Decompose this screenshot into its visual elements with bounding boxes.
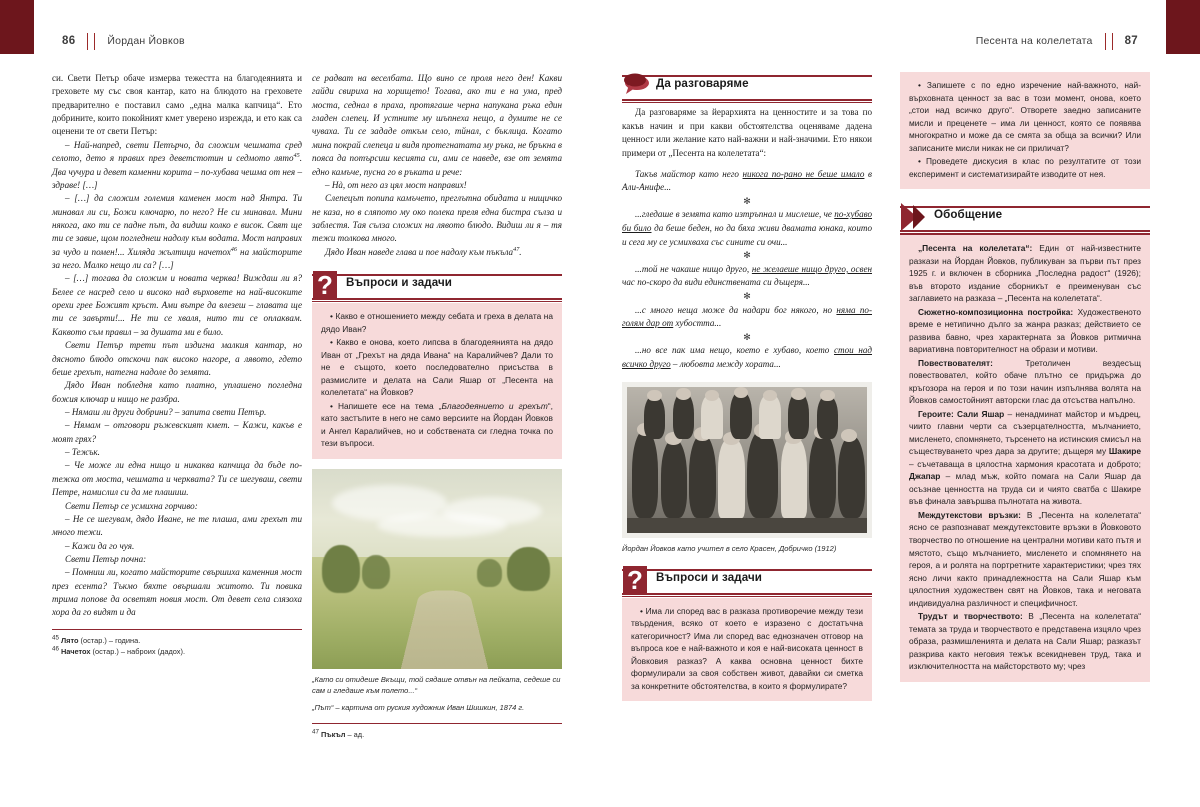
footnote-ref: 46: [230, 245, 237, 253]
person-silhouette: [809, 433, 835, 518]
question-item: • Запишете с по едно изречение най-важното, най-върховната ценност за вас в този момент, онова, което „стои над всичко друго“. Отворете заедно записаните мисли и преценете – има ли ценност, която се появява многократно и може да се смята за обща за всички? Или записаните мисли никак не си приличат?: [909, 80, 1142, 153]
summary-heading-bar: [900, 203, 1150, 230]
underlined-phrase: по-хубаво би било: [622, 209, 872, 233]
quote-separator: ✻: [743, 331, 751, 342]
character-name: Джапар: [909, 471, 941, 482]
class-photo-caption: Йордан Йовков като учител в село Красен, Добричко (1912): [622, 543, 837, 553]
bullet-icon: •: [918, 156, 927, 167]
paragraph: – Нямам – отговори ръжевският кмет. – Кажи, какъв е моят грях?: [52, 420, 302, 444]
tree-shape: [322, 545, 360, 593]
summary-term: Трудът и творчеството:: [918, 611, 1023, 622]
paragraph: се радват на веселбата. Що вино се проля него ден! Какви гайди свириха на хорището! Тогава, ако ти е на ума, пред моста, седнал в праха, протягаше черна напукана ръка един гладен слепец. И устните му шъпнеха нещо, а думите не се чуваха. Ти се зададе откъм село, тйнал, с бъклица. Когато мина покрай слепеца и видя протегнатата му ръка, не бръкна в пояса да потърсиш кесията си, ами се наведе, взе от земята едно камъче, пусна го в ръката и рече:: [312, 73, 562, 177]
underlined-phrase: няма по-голям дар от: [622, 304, 872, 329]
questions-block-col2: [312, 271, 562, 459]
footnote-term: Лято: [60, 635, 79, 645]
rule-ornament: [87, 33, 95, 50]
bullet-icon: •: [918, 80, 927, 90]
footnotes-col2: [312, 723, 562, 740]
column-one: [52, 72, 302, 658]
arrow-icon: [900, 201, 930, 233]
bullet-icon: •: [640, 605, 646, 616]
summary-item: Повествователят: Третоличен вездесъщ повествовател, който обаче плътно се придържа до кръгозора на героя и по този начин изпълнява волята на Йовков самостойният авторски глас да отсъства напълно.: [909, 357, 1141, 406]
paragraph: Свети Петър трети път издигна малкия кантар, но дясното блюдо отскочи пак високо нагоре, а лявото, гдето беше грехът, натегна надоле до земята.: [52, 340, 302, 377]
class-photo-figure: [622, 382, 872, 554]
paragraph: – Нà, от него аз цял мост направих!: [325, 179, 467, 190]
person-silhouette: [759, 395, 781, 439]
paragraph: Дядо Иван побледня като платно, уплашено погледна божия ключар и нищо не разбра.: [52, 380, 302, 404]
paragraph: – Не се шегувам, дядо Иване, не те плаша, ами грехът ти много тежи.: [52, 513, 302, 538]
story-text-col2: [312, 72, 562, 259]
footnote-term: Пъкъл: [320, 730, 346, 740]
paragraph: – […] да сложим големия каменен мост над Янтра. Ти минавал ли си, Божи ключарю, по него? Не си минавал. Мини някога, ако ти се падне път, да видиш колко е висок. Свят ще ти се завие, щом погледнеш надолу към водата. Мост направих за чудо и помен!... Хиляда жълтици начетох$^{46}$ на майсторите за него. Малко нещо ли са? […]: [52, 193, 302, 271]
cloud-shape: [377, 513, 507, 537]
teacher-silhouette: [747, 430, 778, 518]
person-silhouette: [730, 391, 752, 439]
bullet-icon: •: [330, 400, 338, 411]
summary-item: Сюжетно-композиционна постройка: Художественото време е нетипично дълго за жанра разказ; действието се развива бавно, чрез характерната за Йовков ритмична вариативна повторителност на образи и мотиви.: [909, 306, 1141, 355]
painting-image: [312, 469, 562, 669]
paragraph: Свети Петър почна:: [65, 553, 147, 564]
person-head: [763, 390, 777, 402]
footnote-45: [52, 635, 302, 646]
paragraph: Дядо Иван наведе глава и пое надолу към пъкъла$^{47}$.: [325, 245, 522, 257]
talk-intro: Да разговаряме за йерархията на ценностите и за това по какъв начин и при какви обстоятелства оценяваме дадена ценност или желание като най-важни и най-значими. Ето някои примери от „Песента на колелетата“:: [622, 107, 872, 158]
summary-term: Героите:: [918, 408, 954, 419]
person-silhouette: [817, 395, 839, 439]
example-quote: ...той не чакаше нищо друго, не желаеше нищо друго, освен час по-скоро да види единствената си дъщеря...: [622, 263, 872, 288]
left-running-head: [62, 30, 185, 52]
paragraph: – […] тогава да сложим и новата черква! Виждаш ли я? Белее се насред село и високо над върховете на най-високите орехи грее Божият кръст. Ами вътре да влезеш – главата ще ти се завърти!... Не ти се хваля, нито ти се оплаквам. Каквото съм правил – за душата ми е било.: [52, 273, 302, 337]
summary-item: Трудът и творчеството: В „Песента на колелетата“ темата за труда и творчеството е представена изцяло чрез образа, размишленията и делата на Сали Яшар; разказът разкрива както неговия тежък всекидневен труд, така и изключителността на майсторството му; чрез: [909, 611, 1141, 672]
person-head: [791, 388, 805, 400]
paragraph: – Помниш ли, когато майсторите свършиха каменния мост през есента? Тъкмо бяхте овършали житото. Ти повика трима попове да осветят новия мост. От девет села слязоха хора да го видят и да: [52, 567, 302, 618]
paragraph: Свети Петър се усмихна горчиво:: [65, 500, 198, 511]
right-bleed-bar: [1166, 0, 1200, 54]
tree-shape: [477, 559, 502, 587]
person-silhouette: [644, 395, 666, 439]
questions-heading-label: Въпроси и задачи: [346, 276, 453, 290]
footnote-46: [52, 646, 302, 657]
person-silhouette: [781, 438, 807, 518]
left-bleed-bar: [0, 0, 34, 54]
footnote-number: 46: [52, 645, 59, 653]
column-three: [622, 72, 872, 701]
summary-item: Междутекстови връзки: В „Песента на колелетата“ ясно се разпознават междутекстовите връзки в Йовковото творчество по отношение на централни мотиви като пътя и мястото, също мълчанието, мисленето и спомнянето на героя, а и ролята на портретните характеристики; чрез тях ясно личи както принадлежността на Сали Яшар към цялостния художествен свят на Йовков, така и неговата индивидуална различност и специфичност.: [909, 509, 1141, 608]
paragraph: си. Свети Петър обаче измерва тежестта на благодеянията и греховете му със своя кантар, като на блюдото на греховете предварително е поставил само „една малка капчица“. Ето добрините, които покойният кмет уверено изрежда, и ето как са оценени те от свети Петър:: [52, 73, 302, 137]
painting-caption-quote: „Като си отидеше Вкъщи, той сядаше отвън на пейката, седеше си сам и гледаше към полето...“: [312, 674, 561, 695]
person-silhouette: [838, 436, 864, 518]
question-mark-icon: [312, 269, 342, 301]
person-head: [820, 390, 834, 402]
character-name: Сали Яшар: [953, 408, 1005, 419]
bullet-icon: •: [330, 311, 336, 322]
person-silhouette: [718, 439, 744, 518]
tree-shape: [507, 547, 550, 591]
svg-text:?: ?: [627, 564, 643, 595]
rule-ornament: [1105, 33, 1113, 50]
example-quote: Такъв майстор като него никога по-рано не беше имало в Али-Анифе...: [622, 168, 872, 193]
questions-heading-label: Въпроси и задачи: [656, 570, 763, 584]
question-item: • Какво е онова, което липсва в благодеянията на дядо Иван от „Грехът на дяда Ивана“ на Каралийчев? Дали то не е същото, което последователно присъства в размислите и делата на Сали Яшар от „Песента на колелетата“ на Йовков?: [321, 337, 553, 398]
paragraph: – Тежък.: [65, 447, 100, 458]
speech-bubble-icon: [622, 70, 652, 102]
questions-list: [909, 79, 1141, 180]
character-name: Шакире: [1108, 446, 1141, 457]
talk-body: [622, 106, 872, 372]
example-quote: ...гледаше в земята като изтръпнал и мислеше, че по-хубаво би било да беше беден, но да бяха живи двамата юнака, които и сега му се усмихваха със сините си очи...: [622, 209, 872, 247]
questions-panel: [312, 303, 562, 459]
footnote-ref: 45: [293, 152, 300, 160]
summary-item: Героите: Сали Яшар – ненадминат майстор и мъдрец, чиито главни черти са съзерцателността, мълчанието, мисленето, спомнянето, търсенето на истинския смисъл на съществуването чрез дара за другите; дъщеря му Шакире – съчетаваща в цялостна хармония красотата и доброто; Джапар – млад мъж, който помага на Сали Яшар да осъзнае ценността на труда си и чиято сватба с Шакире във финала завършва пълнотата на живота.: [909, 408, 1141, 507]
story-text-col1: [52, 72, 302, 620]
footnote-gloss: (остар.) – година.: [78, 635, 141, 645]
svg-text:?: ?: [317, 270, 333, 301]
photo-floor: [627, 518, 867, 533]
footnote-47: [312, 729, 562, 740]
footnote-term: Начетох: [60, 647, 91, 657]
talk-heading-label: Да разговаряме: [656, 77, 749, 90]
question-item: • Има ли според вас в разказа противоречие между тези твърдения, всяко от което е изразено с достатъчна категоричност? Има ли според вас еднозначен отговор на въпроса кое е най-важното и коя е най-високата ценност в Йовковия разказ? А каква основна ценност бихте формулирали за своя собствен живот, давайки си сметка за конкретните обстоятелства, в които я формулирате?: [631, 605, 863, 691]
questions-heading-bar: [622, 566, 872, 593]
painting-figure: [312, 469, 562, 714]
underlined-phrase: стои над всичко друго: [622, 345, 872, 369]
quote-separator: ✻: [743, 291, 751, 302]
questions-block-col3: [622, 566, 872, 702]
example-quote: ...с много неща може да надари бог някого, но няма по-голям дар от хубостта...: [622, 304, 872, 329]
running-head-title: Песента на колелетата: [975, 35, 1093, 47]
person-silhouette: [632, 430, 658, 518]
footnote-rule: [52, 629, 302, 630]
footnote-rule: [312, 723, 562, 724]
summary-panel: [900, 235, 1150, 682]
page-number-left: 86: [62, 35, 76, 47]
person-silhouette: [689, 435, 715, 518]
bullet-icon: •: [330, 337, 337, 348]
question-item: • Проведете дискусия в клас по резултатите от този експеримент и систематизирайте изводите от нея.: [909, 156, 1141, 179]
class-photo-image: [622, 382, 872, 538]
paragraph: Слепецът попипа камъчето, преглътна обидата и нищичко не каза, но в сляпото му око полека преля една бистра сълза и заблестя. Тая сълза сложих на лявото блюдо. Видиш ли я – тя тежи толкова много.: [312, 193, 562, 244]
column-two: [312, 72, 562, 741]
example-quote: ...но все пак има нещо, което е хубаво, което стои над всичко друго – любовта между хората...: [622, 345, 872, 369]
footnotes-col1: [52, 629, 302, 658]
questions-heading-bar: [312, 270, 562, 301]
questions-panel-continued: [900, 72, 1150, 189]
summary-term: Повествователят:: [918, 357, 993, 368]
person-head: [647, 390, 661, 402]
quote-separator: ✻: [743, 195, 751, 206]
summary-heading-label: Обобщение: [934, 208, 1003, 222]
summary-term: „Песента на колелетата“:: [918, 243, 1033, 254]
question-mark-icon: [622, 564, 652, 596]
summary-item: „Песента на колелетата“: Един от най-известните разкази на Йордан Йовков, публикуван за първи път през 1925 г. и включен в сборника „Последна радост“ (1926); във второто издание сборникът е преименуван със заглавието на разказа – „Песента на колелетата“.: [909, 243, 1141, 304]
question-item: • Напишете есе на тема „Благодеянието и грехът“, като застъпите в него не само версиите на Йордан Йовков и Ангел Каралийчев, но и собствената си гледна точка по тези въпроси.: [321, 400, 553, 449]
column-four: [900, 72, 1150, 682]
tree-shape: [362, 555, 390, 589]
summary-term: Сюжетно-композиционна постройка:: [918, 306, 1074, 317]
footnote-number: 45: [52, 634, 59, 642]
questions-list: [321, 310, 553, 450]
footnote-gloss: – ад.: [345, 730, 365, 740]
talk-heading-bar: [622, 72, 872, 99]
right-running-head: [976, 30, 1138, 52]
running-head-author: Йордан Йовков: [107, 35, 185, 47]
person-silhouette: [661, 439, 687, 518]
painting-caption-credit: „Път“ – картина от руския художник Иван Шишкин, 1874 г.: [312, 703, 525, 713]
person-head: [676, 388, 690, 400]
paragraph: – Най-напред, свети Петърчо, да сложим чешмата сред селото, дето я правих през деветстотин и седмото лято$^{45}$. Два чучура и девет каменни корита – по-хубава чешма от нея – здраве! […]: [52, 139, 302, 190]
summary-list: [909, 242, 1141, 673]
underlined-phrase: не желаеше нищо друго, освен: [751, 263, 872, 274]
paragraph: – Че може ли една нищо и никаква капчица да бъде по-тежка от моста, чешмата и черквата? Ти се шегуваш, свети Петре, намислил си да ме плашиш.: [52, 460, 302, 498]
person-silhouette: [701, 395, 723, 439]
questions-list: [631, 605, 863, 693]
paragraph: – Нямаш ли други добрини? – запита свети Петър.: [65, 406, 267, 417]
quote-separator: ✻: [743, 250, 751, 261]
question-item: • Какво е отношението между себата и греха в делата на дядо Иван?: [321, 311, 553, 334]
underlined-phrase: никога по-рано не беше имало: [742, 168, 865, 179]
paragraph: – Кажи да го чуя.: [65, 540, 135, 551]
footnote-ref: 47: [513, 245, 520, 253]
summary-block: [900, 203, 1150, 682]
summary-term: Междутекстови връзки:: [918, 509, 1021, 520]
questions-panel: [622, 598, 872, 702]
essay-title: Благодеянието и грехът: [441, 400, 548, 411]
page-number-right: 87: [1124, 35, 1138, 47]
footnote-number: 47: [312, 728, 319, 736]
footnote-gloss: (остар.) – наброих (дадох).: [90, 647, 186, 657]
